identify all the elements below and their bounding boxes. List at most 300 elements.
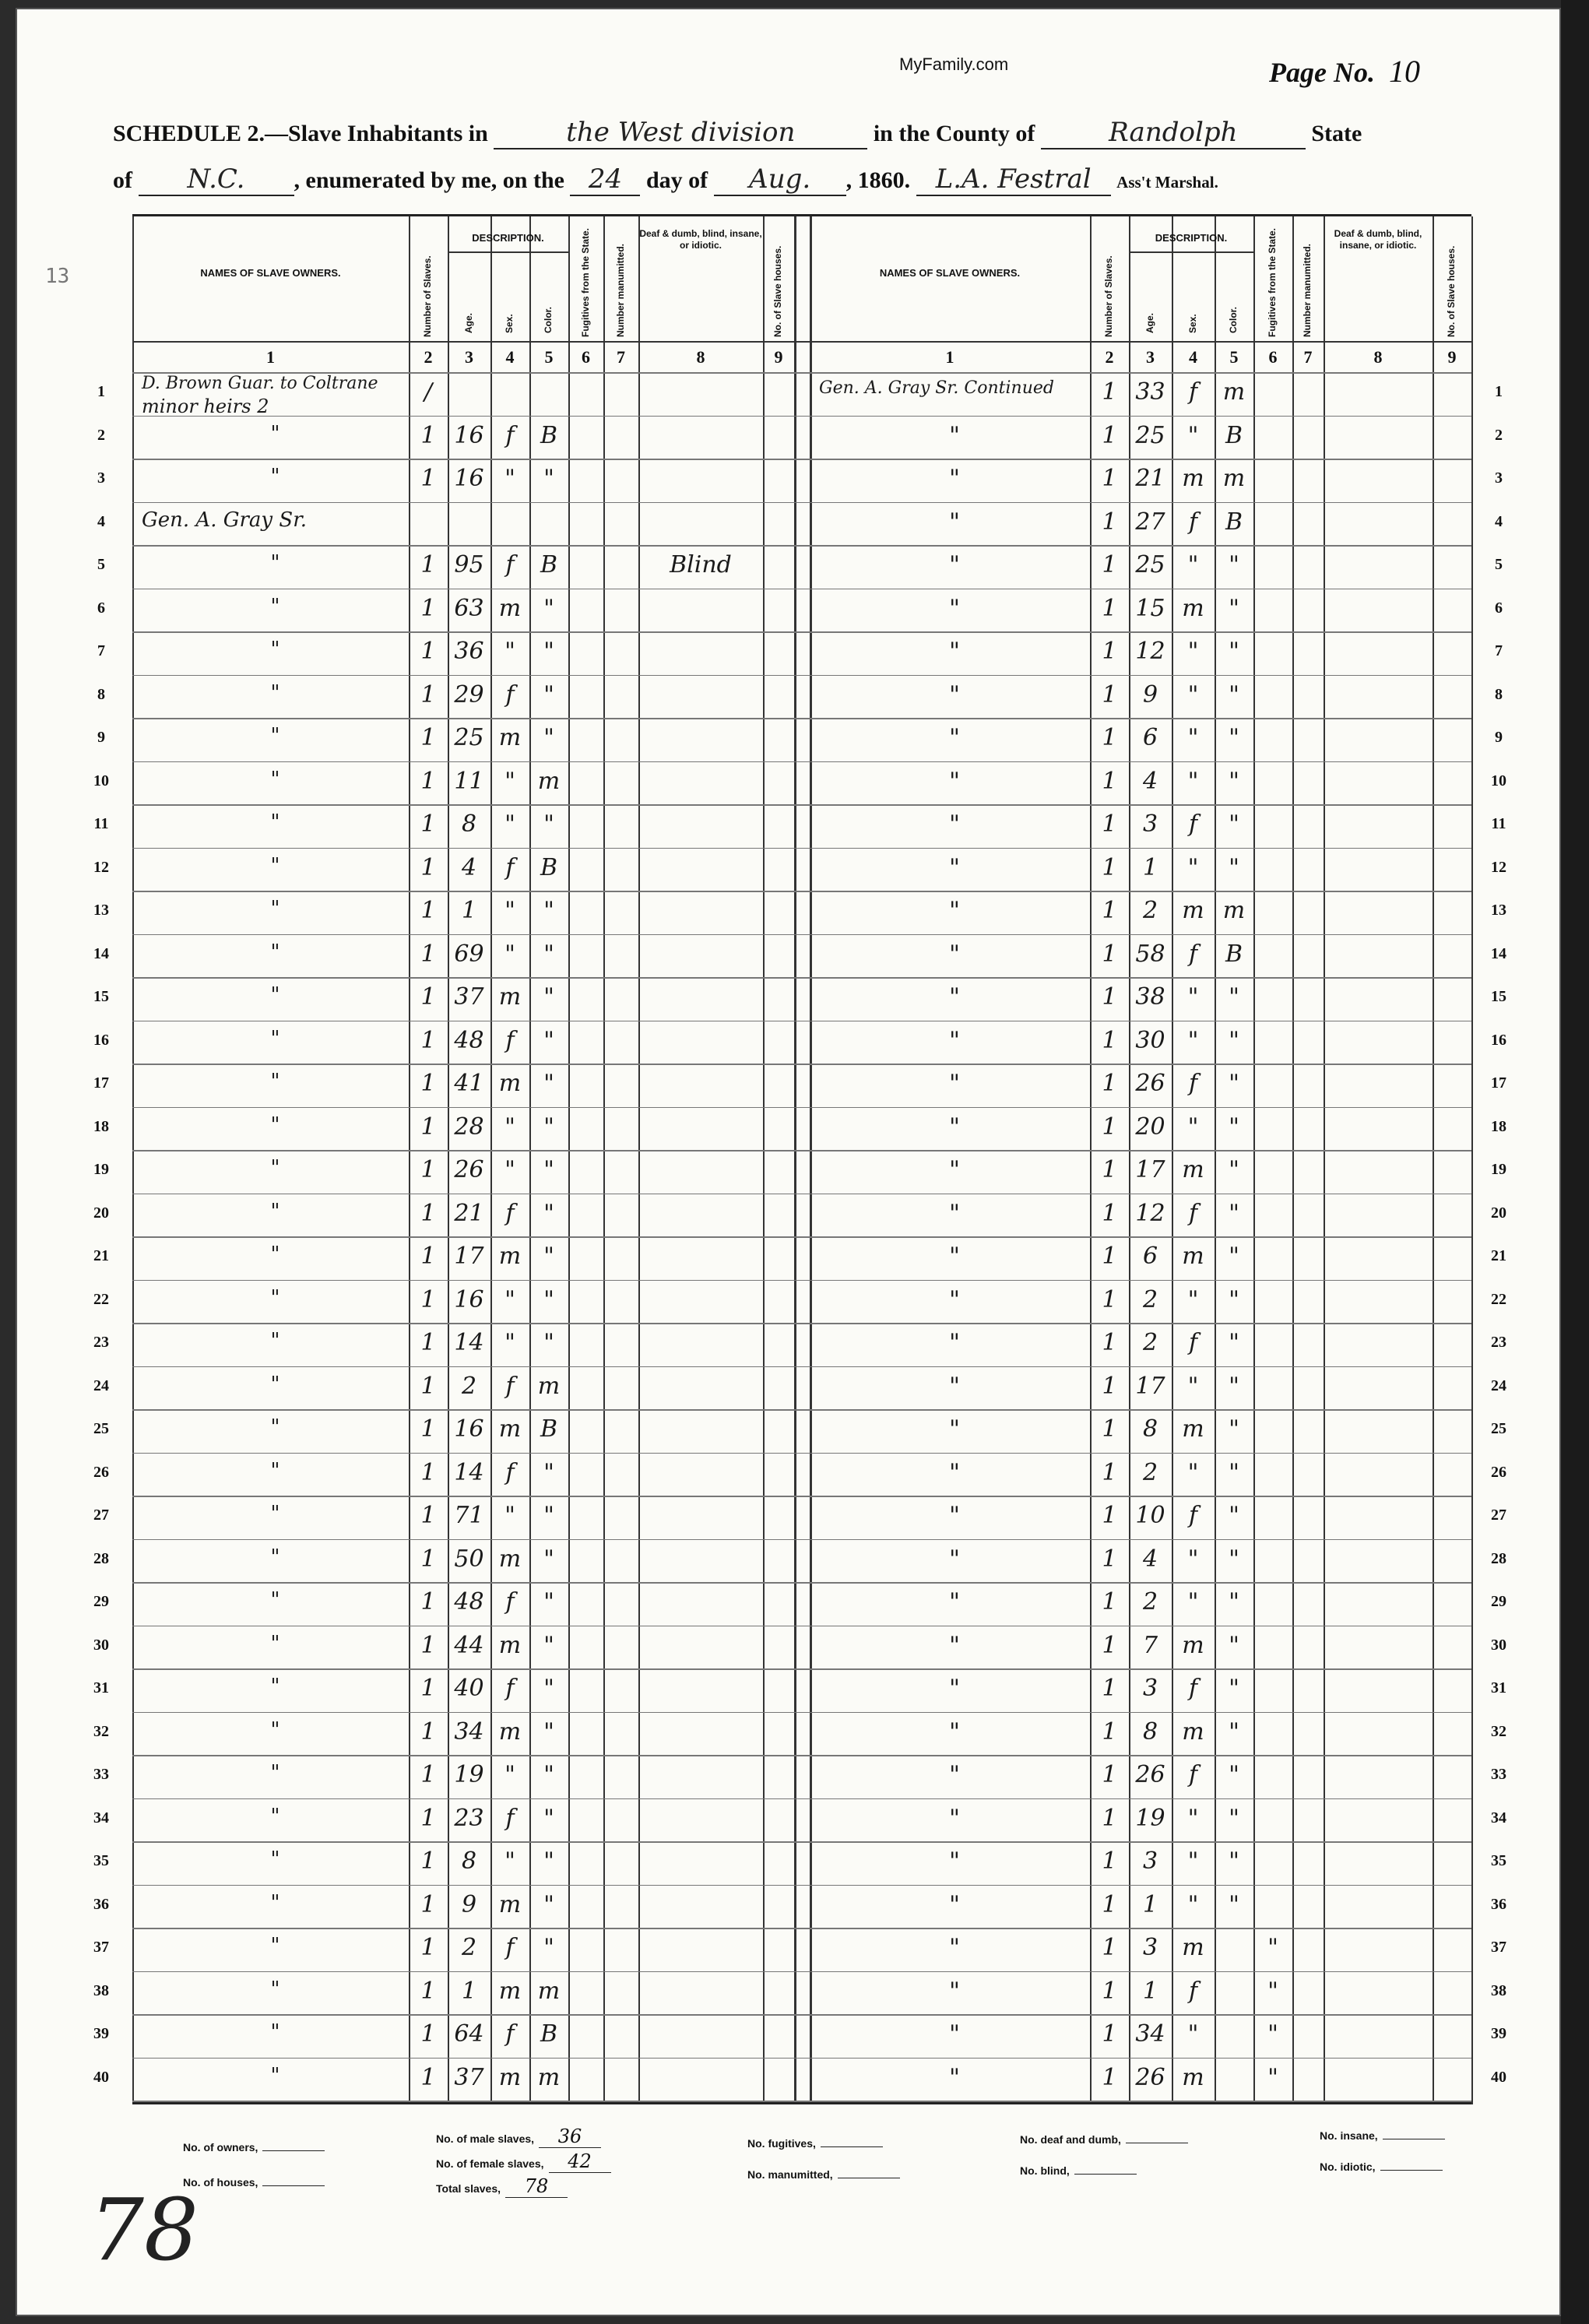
- color-value: B: [1225, 421, 1243, 449]
- age-value: 27: [1135, 508, 1165, 536]
- row-divider: [132, 891, 1471, 892]
- sex-value: ": [1187, 1113, 1199, 1141]
- owner-name: ": [949, 421, 960, 449]
- age-value: 14: [454, 1329, 484, 1356]
- age-value: 33: [1135, 378, 1165, 406]
- sex-value: ": [1187, 421, 1199, 449]
- slave-count: 1: [420, 1804, 436, 1832]
- schedule-label: SCHEDULE 2.: [113, 121, 265, 146]
- slave-count: 1: [1102, 680, 1117, 708]
- color-value: ": [543, 810, 554, 838]
- age-value: 12: [1135, 1199, 1165, 1227]
- sex-value: f: [1188, 1329, 1198, 1356]
- age-value: 28: [454, 1113, 484, 1141]
- sex-value: f: [1188, 1977, 1198, 2005]
- age-value: 3: [1142, 1675, 1158, 1702]
- table-bottom: [132, 2102, 1471, 2104]
- slave-count: /: [424, 378, 433, 406]
- age-value: 14: [454, 1458, 484, 1486]
- footer-male: [436, 2125, 601, 2148]
- description-underline: [448, 251, 568, 253]
- row-number-right: 40: [1491, 2068, 1506, 2086]
- row-number-left: 11: [93, 815, 109, 832]
- row-number-right: 13: [1491, 902, 1506, 919]
- column-number-left: 1: [266, 347, 275, 367]
- owner-name: ": [949, 1890, 960, 1918]
- sex-value: m: [1182, 2063, 1204, 2091]
- age-value: 2: [1142, 1329, 1158, 1356]
- color-value: ": [1229, 1761, 1239, 1788]
- color-value: m: [1222, 897, 1246, 924]
- slave-count: 1: [1102, 1156, 1117, 1183]
- color-value: ": [1229, 1848, 1239, 1875]
- color-value: ": [543, 940, 554, 968]
- row-number-right: 11: [1491, 815, 1506, 832]
- row-number-left: 5: [97, 556, 105, 573]
- row-number-left: 13: [93, 902, 109, 919]
- slave-count: 1: [1102, 767, 1117, 795]
- division-value: the West division: [494, 117, 867, 149]
- row-divider: [132, 675, 1471, 677]
- age-value: 8: [461, 1848, 477, 1875]
- color-value: ": [543, 1458, 554, 1486]
- row-number-right: 4: [1495, 512, 1503, 530]
- sex-value: ": [504, 1156, 515, 1183]
- row-divider: [132, 1236, 1471, 1238]
- color-value: ": [1229, 1113, 1239, 1141]
- row-number-left: 22: [93, 1290, 109, 1308]
- row-number-left: 29: [93, 1593, 109, 1610]
- color-value: ": [543, 1070, 554, 1097]
- owner-name: ": [270, 1588, 280, 1612]
- slave-count: 1: [420, 1243, 436, 1270]
- sex-value: ": [504, 1848, 515, 1875]
- owner-name: ": [949, 1502, 960, 1529]
- owner-name: ": [949, 1545, 960, 1573]
- slave-count: 1: [1102, 1848, 1117, 1875]
- page-number-value: 10: [1388, 54, 1420, 89]
- color-value: ": [1229, 724, 1239, 751]
- slave-count: 1: [420, 421, 436, 449]
- row-divider: [132, 1021, 1471, 1022]
- column-divider: [568, 216, 570, 2104]
- slave-count: 1: [420, 1588, 436, 1616]
- owner-name: ": [949, 1631, 960, 1659]
- slave-count: 1: [420, 983, 436, 1011]
- row-divider: [132, 2058, 1471, 2059]
- sex-value: m: [1182, 1156, 1204, 1183]
- owner-name: ": [949, 897, 960, 924]
- slave-count: 1: [420, 1372, 436, 1400]
- owner-name: ": [270, 465, 280, 488]
- age-value: 29: [454, 680, 484, 708]
- manumitted-label: No. manumitted,: [747, 2168, 833, 2181]
- sex-value: m: [1182, 1631, 1204, 1659]
- owner-name: ": [270, 1934, 280, 1957]
- color-value: ": [543, 1934, 554, 1961]
- column-divider: [1471, 216, 1473, 2104]
- owner-name: ": [270, 724, 280, 747]
- age-value: 26: [1135, 2063, 1165, 2091]
- sex-value: f: [505, 1458, 515, 1486]
- color-value: m: [537, 767, 561, 795]
- slave-count: 1: [420, 1977, 436, 2005]
- sex-value: ": [1187, 1026, 1199, 1054]
- age-value: 38: [1135, 983, 1165, 1011]
- owner-name: ": [270, 1026, 280, 1050]
- row-divider: [132, 848, 1471, 849]
- houses-header-right: No. of Slave houses.: [1446, 245, 1457, 337]
- row-number-left: 6: [97, 599, 105, 617]
- color-value: ": [543, 680, 554, 708]
- row-number-left: 27: [93, 1507, 109, 1524]
- age-value: 95: [454, 551, 484, 578]
- color-value: ": [1229, 1329, 1239, 1356]
- sex-value: m: [498, 983, 522, 1011]
- owner-name: ": [270, 680, 280, 705]
- owner-name: ": [949, 1285, 960, 1313]
- color-value: ": [543, 1285, 554, 1313]
- color-value: ": [543, 638, 554, 665]
- owner-name: ": [949, 1458, 960, 1486]
- slave-count: 1: [420, 1718, 436, 1746]
- age-value: 64: [454, 2020, 484, 2048]
- age-value: 2: [1142, 1588, 1158, 1616]
- sex-value: m: [1182, 1718, 1204, 1746]
- sex-header-left: Sex.: [504, 314, 515, 333]
- sex-value: ": [1187, 1372, 1199, 1400]
- owner-name: ": [949, 1977, 960, 2005]
- slave-count: 1: [1102, 1070, 1117, 1097]
- row-number-left: 4: [97, 512, 105, 530]
- column-divider: [763, 216, 765, 2104]
- slave-count: 1: [1102, 724, 1117, 751]
- color-value: ": [543, 1675, 554, 1702]
- age-value: 9: [461, 1890, 477, 1918]
- row-number-right: 17: [1491, 1074, 1506, 1092]
- slave-count: 1: [1102, 2020, 1117, 2048]
- slave-count: 1: [420, 680, 436, 708]
- color-value: ": [1229, 1675, 1239, 1702]
- color-value: ": [1229, 1070, 1239, 1097]
- row-divider: [132, 459, 1471, 460]
- sex-value: m: [1182, 897, 1204, 924]
- marshal-value: L.A. Festral: [916, 163, 1111, 196]
- sex-value: ": [504, 1285, 515, 1313]
- slave-count: 1: [420, 1329, 436, 1356]
- owner-name: ": [949, 1070, 960, 1097]
- slave-count: 1: [420, 1848, 436, 1875]
- sex-value: ": [1187, 551, 1199, 578]
- column-number-right: 8: [1373, 347, 1383, 367]
- margin-note: 78: [90, 2180, 199, 2280]
- houses-label: No. of houses,: [183, 2176, 258, 2189]
- owner-name: ": [949, 1026, 960, 1054]
- color-value: B: [540, 1415, 558, 1443]
- footer-deaf: [1020, 2133, 1188, 2146]
- owner-name: ": [270, 1458, 280, 1482]
- color-value: ": [543, 1588, 554, 1616]
- sex-value: m: [1182, 1415, 1204, 1443]
- header-line-1: [113, 117, 1362, 149]
- age-value: 2: [1142, 897, 1158, 924]
- slave-count: 1: [420, 1458, 436, 1486]
- age-value: 6: [1142, 724, 1158, 751]
- slave-count: 1: [1102, 1113, 1117, 1141]
- slave-count: 1: [1102, 421, 1117, 449]
- year-value: , 1860.: [845, 167, 911, 193]
- row-number-left: 16: [93, 1031, 109, 1049]
- row-number-left: 23: [93, 1334, 109, 1351]
- description-underline: [1129, 251, 1253, 253]
- row-number-right: 34: [1491, 1809, 1506, 1827]
- age-value: 41: [454, 1070, 484, 1097]
- footer-insane: [1320, 2129, 1445, 2142]
- sex-value: m: [498, 1890, 522, 1918]
- footer-houses: [183, 2176, 325, 2189]
- color-value: ": [1229, 1588, 1239, 1616]
- age-header-right: Age.: [1144, 312, 1155, 333]
- owner-name: ": [949, 1329, 960, 1356]
- age-value: 23: [454, 1804, 484, 1832]
- names-header-right: NAMES OF SLAVE OWNERS.: [879, 267, 1021, 279]
- owner-name: Gen. A. Gray Sr. Continued: [819, 378, 1054, 398]
- row-number-left: 19: [93, 1161, 109, 1178]
- age-value: 16: [454, 1285, 484, 1313]
- day-label: day of: [645, 167, 708, 193]
- slave-count: 1: [420, 1934, 436, 1961]
- row-divider: [132, 1453, 1471, 1454]
- age-value: 37: [454, 983, 484, 1011]
- total-label: Total slaves,: [436, 2182, 501, 2195]
- row-number-right: 37: [1491, 1939, 1506, 1956]
- color-value: ": [543, 1199, 554, 1227]
- fugitive-value: ": [1267, 1934, 1278, 1961]
- sex-value: ": [1187, 1890, 1199, 1918]
- row-number-right: 28: [1491, 1549, 1506, 1567]
- column-number-left: 9: [774, 347, 783, 367]
- slave-count: 1: [1102, 2063, 1117, 2091]
- age-value: 21: [454, 1199, 484, 1227]
- column-number-right: 7: [1303, 347, 1313, 367]
- sex-value: ": [504, 940, 515, 968]
- color-value: ": [1229, 767, 1239, 795]
- color-value: ": [543, 1243, 554, 1270]
- row-number-right: 38: [1491, 1981, 1506, 1999]
- row-number-left: 14: [93, 944, 109, 962]
- row-number-right: 31: [1491, 1679, 1506, 1696]
- owner-name: ": [949, 465, 960, 492]
- color-value: m: [1222, 378, 1246, 406]
- color-value: ": [543, 724, 554, 751]
- sex-value: f: [505, 1199, 515, 1227]
- deaf-header-left: Deaf & dumb, blind, insane, or idiotic.: [639, 228, 762, 251]
- county-value: Randolph: [1041, 117, 1306, 149]
- sex-value: f: [1188, 1502, 1198, 1529]
- slave-count: 1: [1102, 1545, 1117, 1573]
- slave-count: 1: [1102, 1934, 1117, 1961]
- color-value: ": [543, 897, 554, 924]
- column-divider: [132, 216, 134, 2104]
- blind-label: No. blind,: [1020, 2164, 1070, 2177]
- age-value: 34: [1135, 2020, 1165, 2048]
- color-value: B: [540, 2020, 558, 2048]
- age-value: 26: [1135, 1070, 1165, 1097]
- owner-name: ": [270, 1285, 280, 1310]
- color-value: ": [1229, 1199, 1239, 1227]
- sex-value: f: [505, 551, 515, 578]
- color-value: ": [543, 594, 554, 622]
- row-divider: [132, 1496, 1471, 1497]
- sex-value: ": [1187, 983, 1199, 1011]
- sex-value: f: [1188, 508, 1198, 536]
- slave-count: 1: [1102, 1718, 1117, 1746]
- row-divider: [132, 1280, 1471, 1282]
- row-number-right: 25: [1491, 1420, 1506, 1437]
- deaf-header-right: Deaf & dumb, blind, insane, or idiotic.: [1334, 228, 1422, 251]
- sex-value: ": [1187, 2020, 1199, 2048]
- row-divider: [132, 1885, 1471, 1886]
- color-value: ": [543, 1329, 554, 1356]
- row-number-right: 7: [1495, 642, 1503, 659]
- age-value: 1: [1142, 1890, 1158, 1918]
- row-divider: [132, 1150, 1471, 1151]
- slave-count: 1: [420, 940, 436, 968]
- age-value: 71: [454, 1502, 484, 1529]
- color-value: ": [1229, 1415, 1239, 1443]
- title-label: —Slave Inhabitants in: [265, 121, 488, 146]
- row-number-right: 15: [1491, 988, 1506, 1005]
- age-value: 40: [454, 1675, 484, 1702]
- slave-count: 1: [1102, 1199, 1117, 1227]
- slave-count: 1: [1102, 810, 1117, 838]
- column-number-left: 8: [696, 347, 705, 367]
- scan-border: [1561, 0, 1589, 2324]
- age-value: 25: [1135, 551, 1165, 578]
- owner-name: ": [270, 1329, 280, 1352]
- slave-count: 1: [1102, 1977, 1117, 2005]
- slave-count: 1: [420, 1285, 436, 1313]
- row-divider: [132, 1409, 1471, 1411]
- color-value: ": [1229, 1372, 1239, 1400]
- column-divider: [810, 216, 812, 2104]
- sex-value: f: [505, 1934, 515, 1961]
- color-value: m: [537, 2063, 561, 2091]
- sex-value: ": [504, 810, 515, 838]
- row-divider: [132, 1539, 1471, 1541]
- slave-count: 1: [1102, 1761, 1117, 1788]
- row-number-right: 27: [1491, 1507, 1506, 1524]
- row-number-left: 12: [93, 858, 109, 876]
- age-value: 30: [1135, 1026, 1165, 1054]
- sex-value: f: [505, 1026, 515, 1054]
- owner-name: ": [270, 1675, 280, 1698]
- owner-name: ": [270, 1113, 280, 1137]
- sex-value: f: [1188, 378, 1198, 406]
- age-value: 17: [1135, 1372, 1165, 1400]
- age-value: 58: [1135, 940, 1165, 968]
- owner-name: ": [270, 1631, 280, 1655]
- sex-value: m: [1182, 594, 1204, 622]
- manumitted-header-left: Number manumitted.: [614, 243, 626, 337]
- row-divider: [132, 1755, 1471, 1756]
- color-value: ": [543, 1026, 554, 1054]
- footer-idiotic: [1320, 2161, 1443, 2173]
- age-value: 4: [1142, 1545, 1158, 1573]
- owner-name: Gen. A. Gray Sr.: [142, 508, 308, 532]
- male-label: No. of male slaves,: [436, 2132, 535, 2145]
- row-number-left: 21: [93, 1247, 109, 1264]
- row-number-right: 30: [1491, 1636, 1506, 1654]
- row-divider: [132, 934, 1471, 936]
- owner-name: ": [270, 1070, 280, 1093]
- marshal-label: Ass't Marshal.: [1116, 173, 1218, 192]
- age-value: 16: [454, 421, 484, 449]
- sex-value: ": [504, 1502, 515, 1529]
- row-number-right: 20: [1491, 1204, 1506, 1222]
- color-value: ": [543, 983, 554, 1011]
- sex-value: m: [498, 1415, 522, 1443]
- slave-count: 1: [1102, 1415, 1117, 1443]
- color-value: ": [543, 1631, 554, 1659]
- column-number-right: 5: [1229, 347, 1239, 367]
- sex-value: m: [498, 1631, 522, 1659]
- color-header-left: Color.: [543, 306, 554, 333]
- page-label: Page No.: [1269, 57, 1375, 88]
- sex-value: ": [504, 1113, 515, 1141]
- idiotic-label: No. idiotic,: [1320, 2161, 1376, 2173]
- color-value: ": [1229, 810, 1239, 838]
- age-value: 1: [461, 1977, 477, 2005]
- census-table: [93, 214, 1506, 2104]
- column-divider: [1292, 216, 1294, 2104]
- owner-name: ": [949, 680, 960, 708]
- owner-name: ": [270, 1761, 280, 1784]
- owner-name: ": [949, 810, 960, 838]
- row-number-left: 18: [93, 1117, 109, 1135]
- owner-name: ": [949, 1588, 960, 1616]
- color-value: ": [1229, 594, 1239, 622]
- slave-count: 1: [1102, 1588, 1117, 1616]
- column-number-right: 9: [1447, 347, 1457, 367]
- slave-count: 1: [420, 1113, 436, 1141]
- row-number-right: 5: [1495, 556, 1503, 573]
- row-number-right: 21: [1491, 1247, 1506, 1264]
- sex-value: f: [505, 1675, 515, 1702]
- color-value: ": [543, 1804, 554, 1832]
- row-number-left: 39: [93, 2025, 109, 2042]
- row-number-right: 39: [1491, 2025, 1506, 2042]
- row-divider: [132, 977, 1471, 979]
- owner-name: minor heirs 2: [142, 396, 269, 417]
- color-value: ": [543, 1761, 554, 1788]
- fugitive-value: ": [1267, 1977, 1278, 2005]
- owner-name: ": [270, 767, 280, 791]
- row-divider: [132, 1064, 1471, 1065]
- slave-count: 1: [420, 1070, 436, 1097]
- owner-name: ": [270, 1502, 280, 1525]
- sex-value: ": [1187, 853, 1199, 881]
- owner-name: ": [270, 551, 280, 575]
- column-number-left: 7: [617, 347, 625, 367]
- row-number-right: 12: [1491, 858, 1506, 876]
- owner-name: ": [949, 1848, 960, 1875]
- age-value: 11: [454, 767, 484, 795]
- age-value: 50: [454, 1545, 484, 1573]
- column-number-left: 3: [465, 347, 473, 367]
- fugitives-header-left: Fugitives from the State.: [579, 227, 591, 337]
- row-number-right: 8: [1495, 685, 1503, 703]
